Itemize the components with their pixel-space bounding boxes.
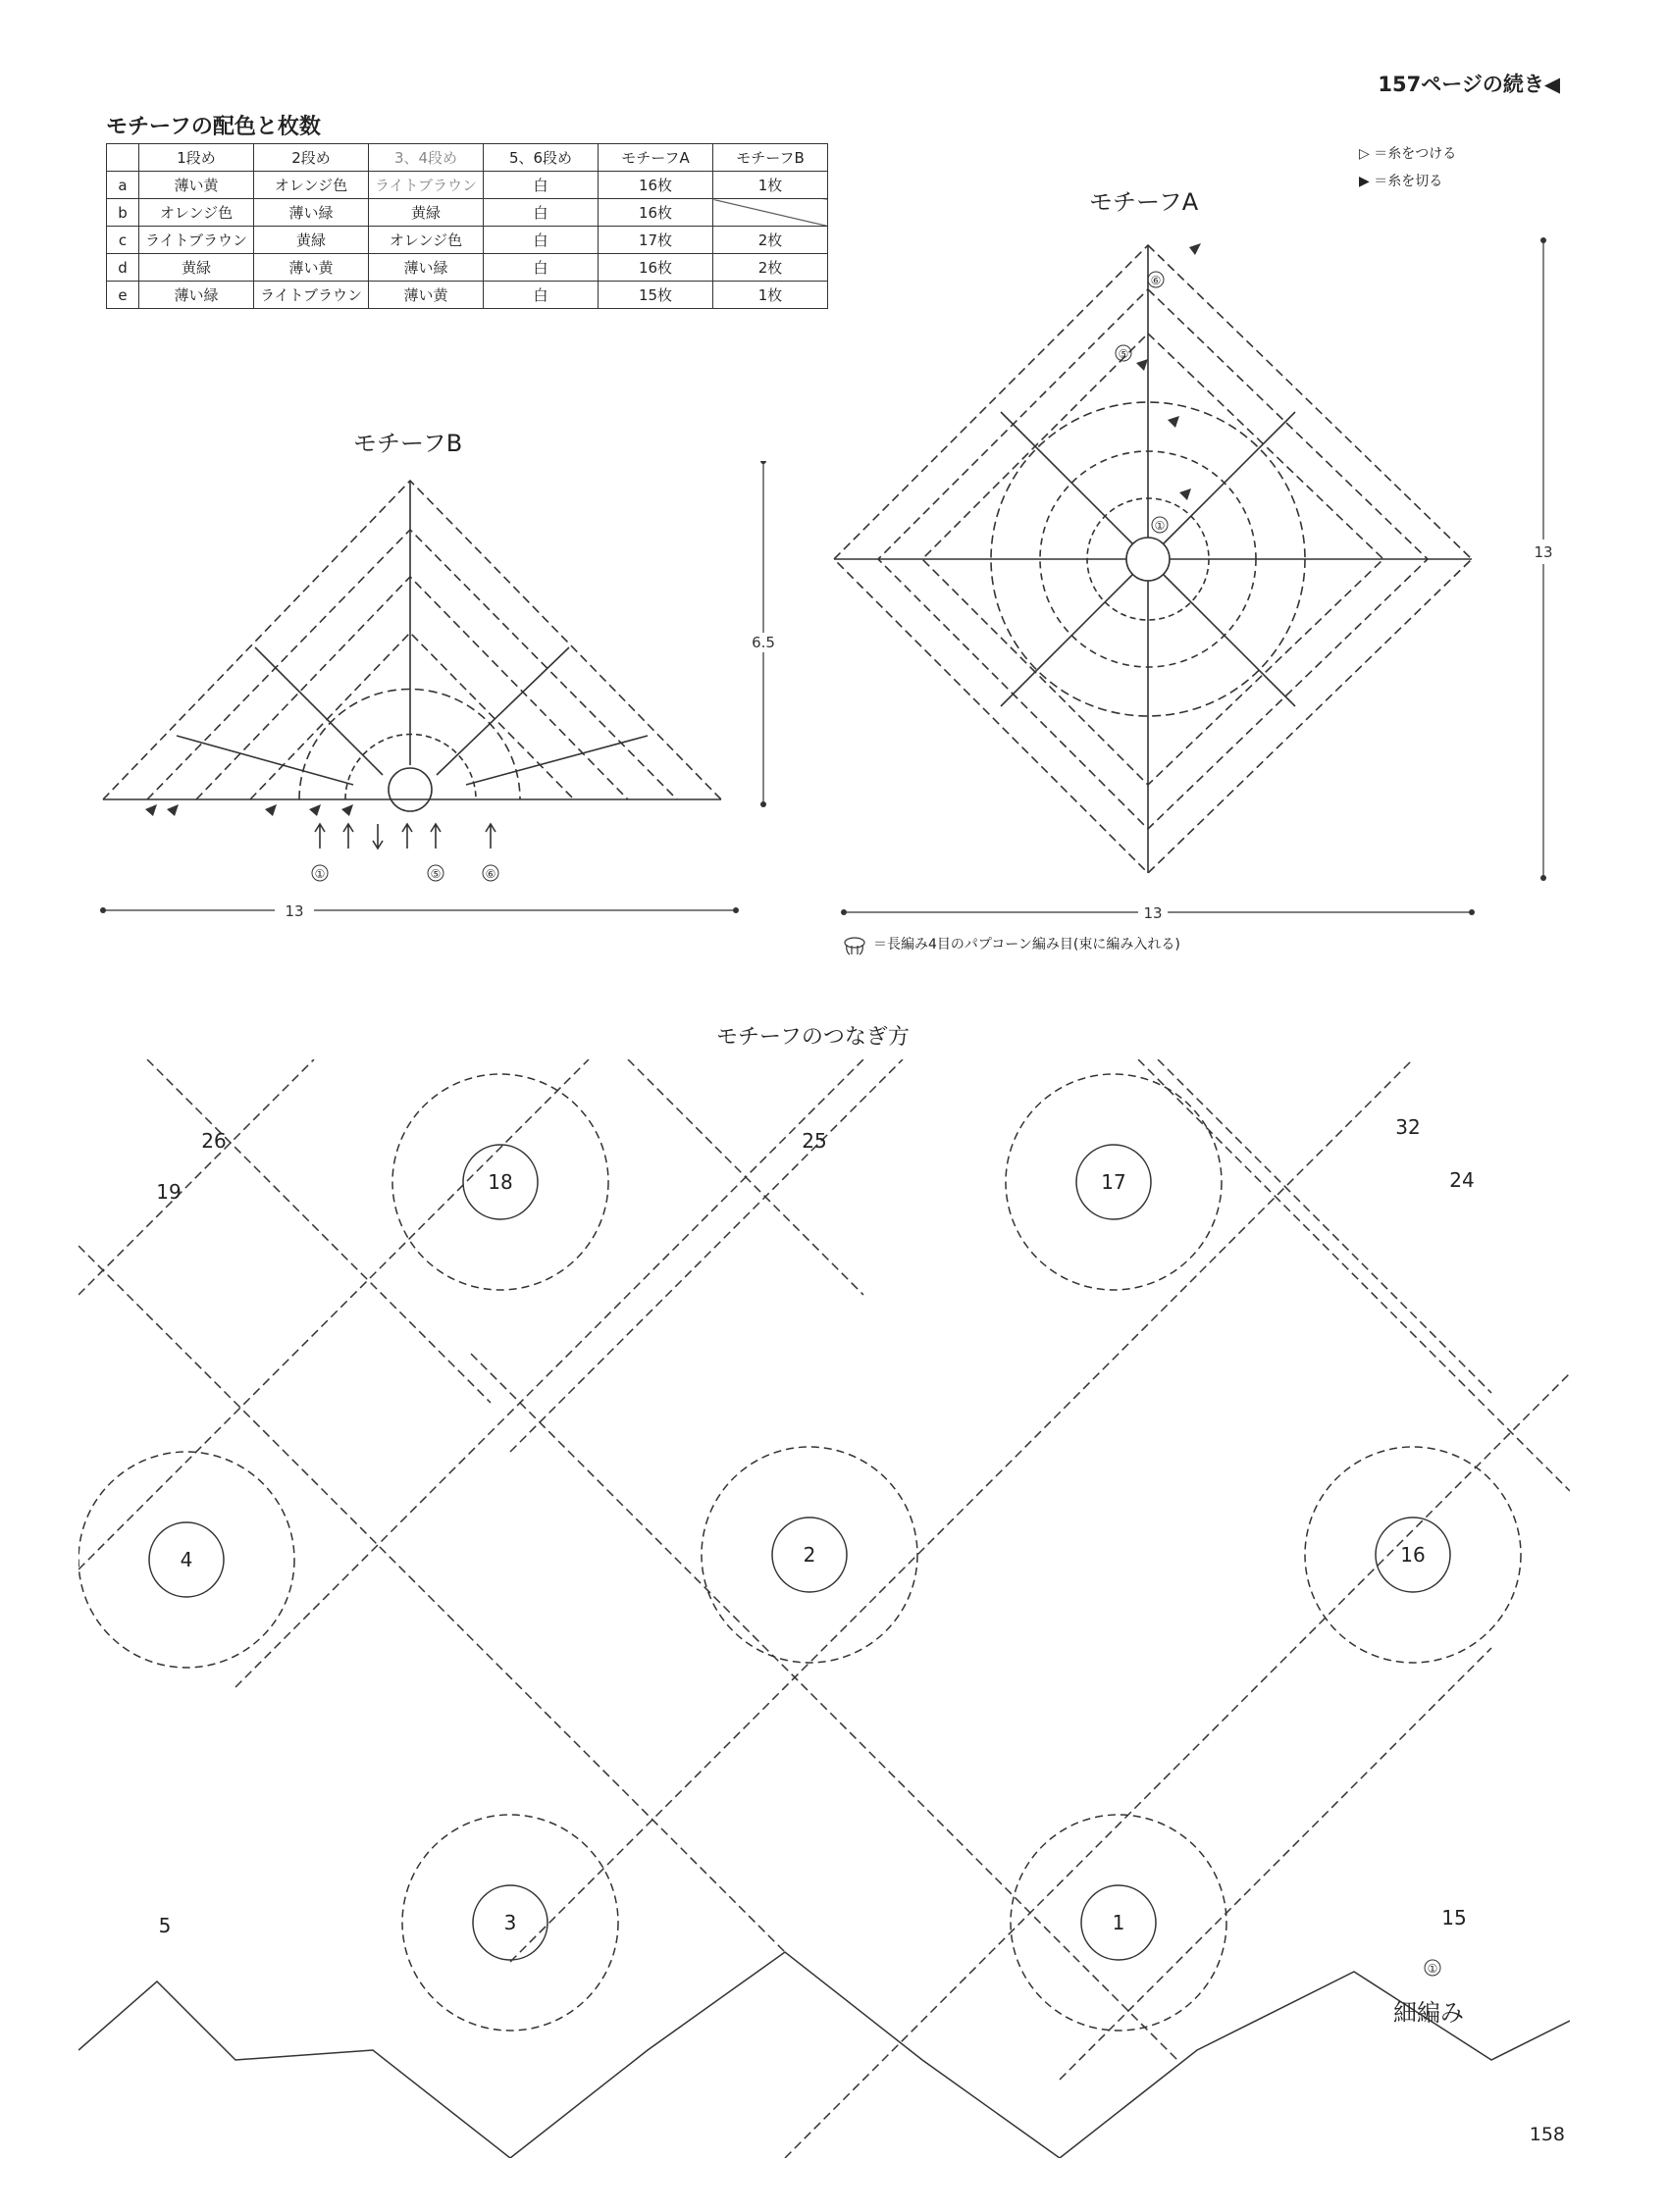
table-cell: 1枚 [713,172,828,199]
table-header: 2段め [254,144,369,172]
motif-number: 16 [1400,1543,1426,1567]
table-header [107,144,139,172]
joining-round-1: ① [1427,1962,1438,1976]
table-cell: a [107,172,139,199]
motif-b-round-6: ⑥ [485,867,496,881]
motif-b-title: モチーフB [353,430,463,457]
motif-a-diagram [824,226,1570,932]
table-cell: 16枚 [599,172,713,199]
legend-attach: ▷ ＝糸をつける [1359,146,1457,162]
table-cell: 2枚 [713,254,828,282]
table-row [107,227,828,254]
motif-number: 3 [503,1911,517,1934]
table-cell: 17枚 [599,227,713,254]
table-cell: 白 [484,199,599,227]
table-header-row [107,144,828,172]
joining-title: モチーフのつなぎ方 [716,1025,910,1050]
table-header: モチーフB [713,144,828,172]
table-cell: 15枚 [599,282,713,309]
motif-b-round-5: ⑤ [430,867,442,881]
motif-b-diagram [88,461,775,922]
table-cell: 白 [484,172,599,199]
page-number: 158 [1529,2124,1565,2145]
table-cell: 16枚 [599,199,713,227]
motif-number: 17 [1101,1170,1126,1194]
table-header: 3、4段め [369,144,484,172]
table-cell: 薄い緑 [139,282,254,309]
table-cell: ライトブラウン [139,227,254,254]
legend-popcorn: ＝長編み4目のパプコーン編み目(束に編み入れる) [873,937,1180,952]
motif-number: 18 [488,1170,513,1194]
table-cell: オレンジ色 [369,227,484,254]
motif-a-round-6: ⑥ [1150,274,1162,287]
table-cell: 薄い黄 [139,172,254,199]
popcorn-stitch-icon [842,930,867,955]
table-header: 5、6段め [484,144,599,172]
table-cell: オレンジ色 [254,172,369,199]
motif-number: 2 [803,1543,816,1567]
table-cell: 薄い緑 [254,199,369,227]
edge-number: 25 [802,1129,827,1153]
motif-number: 1 [1112,1911,1125,1934]
color-table [106,143,828,309]
edge-number: 15 [1441,1906,1467,1929]
table-title: モチーフの配色と枚数 [106,115,321,139]
edge-number: 24 [1449,1168,1475,1192]
table-cell: 1枚 [713,282,828,309]
table-cell-empty [713,199,828,227]
table-header: 1段め [139,144,254,172]
motif-b-round-1: ① [314,867,326,881]
table-cell: e [107,282,139,309]
table-cell: 黄緑 [139,254,254,282]
table-cell: 薄い黄 [369,282,484,309]
table-row [107,172,828,199]
motif-a-round-5: ⑤ [1118,347,1129,361]
table-cell: 黄緑 [254,227,369,254]
table-cell: ライトブラウン [254,282,369,309]
table-cell: 白 [484,227,599,254]
motif-a-width: 13 [1143,904,1163,922]
edge-stitch-label: 細編み [1393,1999,1464,2027]
edge-number: 19 [156,1180,182,1204]
motif-a-round-1: ① [1154,519,1166,533]
edge-number: 32 [1395,1115,1421,1139]
table-cell: 薄い黄 [254,254,369,282]
legend-cut: ▶ ＝糸を切る [1359,174,1443,189]
edge-number: 26 [201,1129,227,1153]
table-header: モチーフA [599,144,713,172]
table-cell: 薄い緑 [369,254,484,282]
table-row [107,282,828,309]
table-cell: 16枚 [599,254,713,282]
table-cell: 白 [484,254,599,282]
table-cell: 2枚 [713,227,828,254]
motif-b-width: 13 [285,902,304,920]
table-cell: 黄緑 [369,199,484,227]
motif-a-title: モチーフA [1089,188,1199,216]
table-row [107,199,828,227]
table-cell: d [107,254,139,282]
continued-note: 157ページの続き◀ [1378,73,1560,96]
table-cell: b [107,199,139,227]
edge-number: 5 [158,1914,172,1937]
table-cell: c [107,227,139,254]
table-cell: オレンジ色 [139,199,254,227]
motif-number: 4 [180,1548,193,1571]
table-cell: 白 [484,282,599,309]
joining-diagram [78,1059,1570,2158]
table-cell: ライトブラウン [369,172,484,199]
table-row [107,254,828,282]
motif-a-height: 13 [1534,543,1553,561]
motif-b-height: 6.5 [752,634,775,651]
